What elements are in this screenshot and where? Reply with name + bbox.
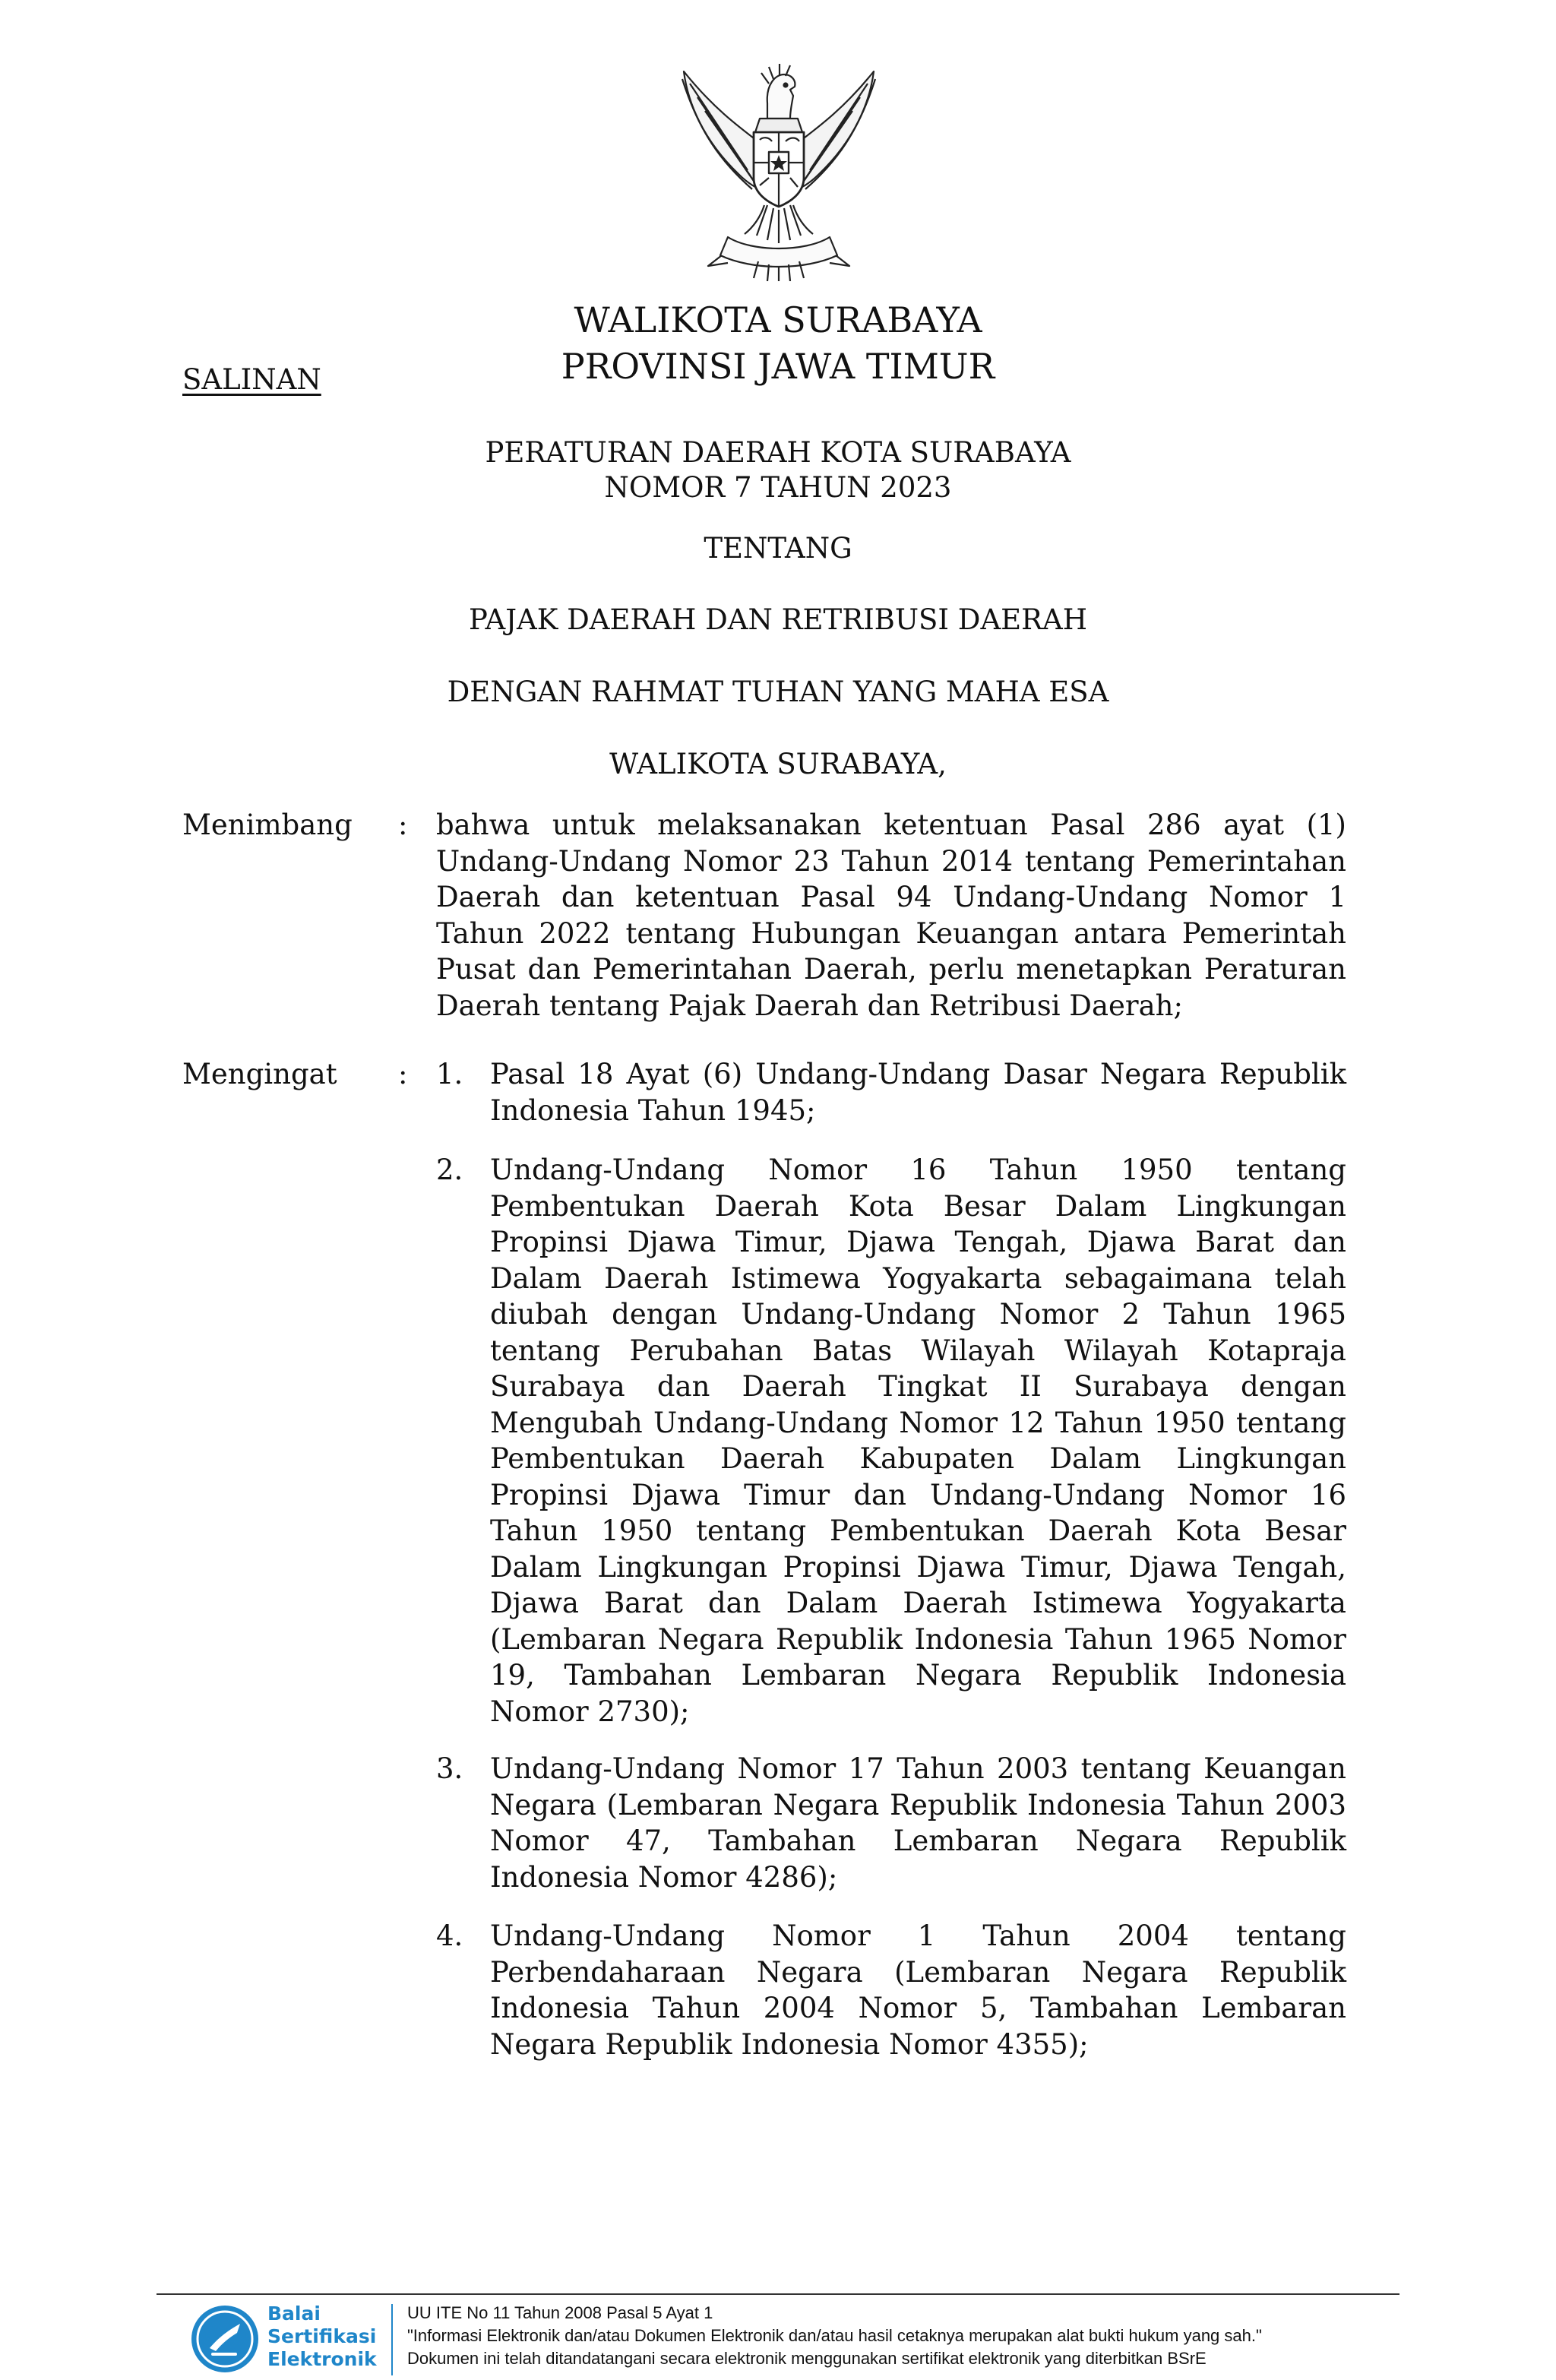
bsre-wordmark-line: Balai — [267, 2302, 321, 2325]
list-item-text: Pasal 18 Ayat (6) Undang-Undang Dasar Negara Republik Indonesia Tahun 1945; — [490, 1058, 1346, 1127]
regulation-subject: PAJAK DAERAH DAN RETRIBUSI DAERAH — [468, 603, 1088, 636]
bsre-wordmark-line: Elektronik — [267, 2348, 377, 2370]
footer-legal-statement: "Informasi Elektronik dan/atau Dokumen Elektronik dan/atau hasil cetaknya merupakan alat bukti hukum yang sah." — [407, 2326, 1262, 2345]
list-item-number: 4. — [436, 1920, 463, 1952]
tentang-heading: TENTANG — [704, 532, 852, 565]
menimbang-text: bahwa untuk melaksanakan ketentuan Pasal 286 ayat (1) Undang-Undang Nomor 23 Tahun 2014 tentang Pemerintahan Daerah dan ketentuan Pasal 94 Undang-Undang Nomor 1 Tahun 2022 tentang Hubungan Keuangan antara Pemerintah Pusat dan Pemerintahan Daerah, perlu menetapkan Peraturan Daerah tentang Pajak Daerah dan Retribusi Daerah; — [436, 809, 1346, 1022]
regulation-title: PERATURAN DAERAH KOTA SURABAYA — [485, 436, 1071, 469]
footer-signature-note: Dokumen ini telah ditandatangani secara elektronik menggunakan sertifikat elektronik yang diterbitkan BSrE — [407, 2349, 1207, 2368]
mengingat-colon: : — [398, 1058, 408, 1090]
mengingat-label: Mengingat — [182, 1058, 337, 1090]
list-item-text: Undang-Undang Nomor 1 Tahun 2004 tentang Perbendaharaan Negara (Lembaran Negara Republik Indonesia Tahun 2004 Nomor 5, Tambahan Lembaran Negara Republik Indonesia Nomor 4355); — [490, 1920, 1346, 2061]
bsre-wordmark — [267, 2302, 389, 2371]
footer-divider — [157, 2293, 1399, 2295]
list-item-text: Undang-Undang Nomor 16 Tahun 1950 tentang Pembentukan Daerah Kota Besar Dalam Lingkungan Propinsi Djawa Timur, Djawa Tengah, Djawa Barat dan Dalam Daerah Istimewa Yogyakarta sebagaimana telah diubah dengan Undang-Undang Nomor 2 Tahun 1965 tentang Perubahan Batas Wilayah Wilayah Kotapraja Surabaya dan Daerah Tingkat II Surabaya dengan Mengubah Undang-Undang Nomor 12 Tahun 1950 tentang Pembentukan Daerah Kabupaten Dalam Lingkungan Propinsi Djawa Timur dan Undang-Undang Nomor 16 Tahun 1950 tentang Pembentukan Daerah Kota Besar Dalam Lingkungan Propinsi Djawa Timur, Djawa Tengah, Djawa Barat dan Dalam Daerah Istimewa Yogyakarta (Lembaran Negara Republik Indonesia Tahun 1965 Nomor 19, Tambahan Lembaran Negara Republik Indonesia Nomor 2730); — [490, 1154, 1346, 1728]
header-provinsi: PROVINSI JAWA TIMUR — [561, 346, 995, 387]
preamble: DENGAN RAHMAT TUHAN YANG MAHA ESA — [447, 676, 1109, 708]
bsre-wordmark-line: Sertifikasi — [267, 2325, 377, 2347]
header-walikota: WALIKOTA SURABAYA — [574, 299, 982, 340]
footer-separator — [391, 2304, 393, 2375]
bsre-logo-icon — [187, 2301, 263, 2377]
garuda-emblem-icon — [669, 56, 889, 281]
list-item-text: Undang-Undang Nomor 17 Tahun 2003 tentang Keuangan Negara (Lembaran Negara Republik Indonesia Tahun 2003 Nomor 47, Tambahan Lembaran Negara Republik Indonesia Nomor 4286); — [490, 1752, 1346, 1894]
salinan-label: SALINAN — [182, 363, 321, 396]
menimbang-label: Menimbang — [182, 809, 353, 841]
regulation-number: NOMOR 7 TAHUN 2023 — [604, 471, 952, 504]
list-item-number: 2. — [436, 1154, 463, 1186]
list-item-number: 1. — [436, 1058, 463, 1090]
footer-law-reference: UU ITE No 11 Tahun 2008 Pasal 5 Ayat 1 — [407, 2303, 713, 2322]
list-item-number: 3. — [436, 1752, 463, 1785]
menimbang-colon: : — [398, 809, 408, 841]
issuer: WALIKOTA SURABAYA, — [609, 748, 947, 780]
